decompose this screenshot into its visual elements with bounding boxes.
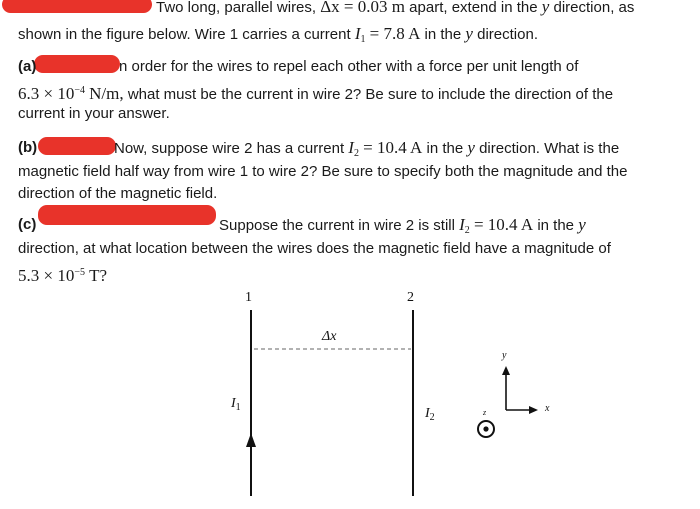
- part-b-text: direction. What is the: [479, 140, 620, 157]
- z-dot: [483, 426, 488, 431]
- dx-value: Δx = 0.03 m: [320, 0, 405, 16]
- i2-value: = 10.4 A: [473, 215, 534, 234]
- wire-1-arrow: [246, 433, 256, 447]
- i1-label: $I_1$: [231, 396, 241, 413]
- field-unit: T?: [89, 266, 108, 285]
- dx-label: Δx: [322, 329, 337, 344]
- z-axis-label: z: [483, 408, 487, 417]
- force-unit: N/m,: [89, 84, 124, 103]
- i2-value: = 10.4 A: [363, 138, 423, 157]
- i2-symbol: $I_2$: [459, 215, 470, 236]
- intro-text: direction, as: [553, 0, 635, 16]
- part-a-text: what must be the current in wire 2? Be sure to include the direction of the: [127, 86, 614, 103]
- wire-2-label: 2: [407, 290, 414, 305]
- part-a-line-1: n order for the wires to repel each other with a force per unit length of: [119, 58, 579, 75]
- y-symbol: y: [578, 215, 586, 234]
- part-c-text: Suppose the current in wire 2 is still: [219, 217, 455, 234]
- part-c-label: (c): [18, 216, 37, 233]
- force-value: $6.3 \times 10^{-4}$: [18, 84, 85, 103]
- intro-text: apart, extend in the: [409, 0, 538, 16]
- part-a-line-3: current in your answer.: [18, 105, 170, 122]
- i2-label: $I_2$: [425, 406, 435, 423]
- part-c-line-2: direction, at what location between the wires does the magnetic field have a magnitude of: [18, 240, 611, 257]
- i1-value: = 7.8 A: [369, 24, 421, 43]
- y-symbol: y: [467, 138, 475, 157]
- part-b-line-3: direction of the magnetic field.: [18, 185, 218, 202]
- wire-1-label: 1: [245, 290, 252, 305]
- part-a-label: (a): [18, 58, 37, 75]
- intro-text: direction.: [477, 26, 538, 43]
- part-b-text: in the: [426, 140, 464, 157]
- i1-symbol: $I_1$: [354, 24, 366, 45]
- field-value: $5.3 \times 10^{-5}$: [18, 266, 85, 285]
- i2-symbol: $I_2$: [348, 138, 359, 159]
- y-symbol: y: [541, 0, 550, 16]
- intro-text: shown in the figure below. Wire 1 carries a current: [18, 26, 351, 43]
- x-axis-label: x: [545, 403, 550, 414]
- y-axis-arrowhead: [502, 366, 510, 375]
- part-c-text: in the: [537, 217, 575, 234]
- intro-text: Two long, parallel wires,: [156, 0, 317, 16]
- part-b-text: Now, suppose wire 2 has a current: [114, 140, 345, 157]
- part-b-label: (b): [18, 139, 38, 156]
- x-axis-arrowhead: [529, 406, 538, 414]
- y-axis-label: y: [502, 350, 507, 361]
- intro-text: in the: [424, 26, 462, 43]
- y-symbol: y: [465, 24, 473, 43]
- part-b-line-2: magnetic field half way from wire 1 to wire 2? Be sure to specify both the magnitude and the: [18, 163, 628, 180]
